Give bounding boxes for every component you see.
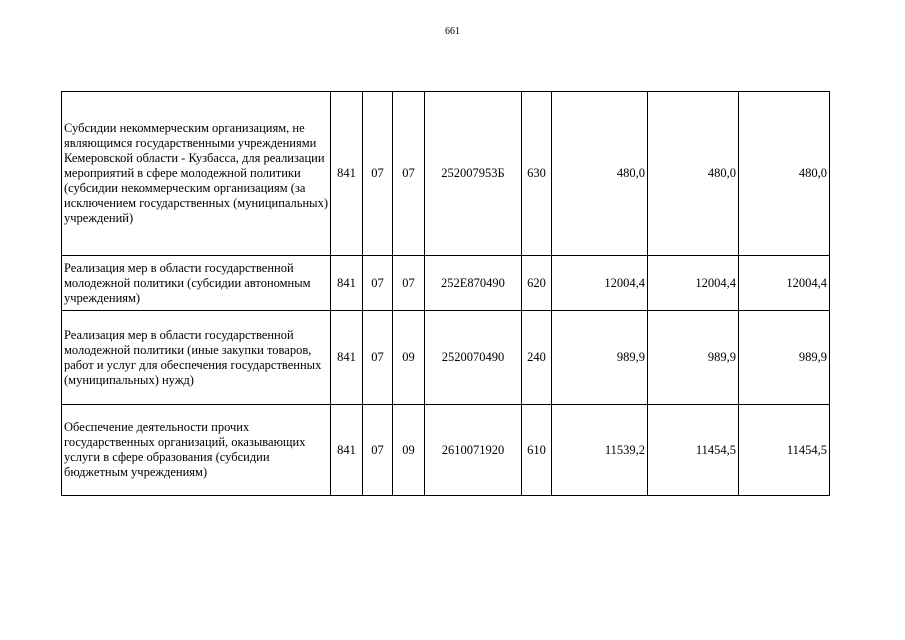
amount-year-3: 12004,4 (739, 256, 830, 311)
amount-year-3: 989,9 (739, 311, 830, 405)
amount-year-2: 989,9 (648, 311, 739, 405)
ministry-code: 841 (331, 92, 363, 256)
table-row (62, 92, 830, 256)
subsection-code: 09 (393, 405, 425, 496)
target-article-code: 2520070490 (425, 311, 522, 405)
ministry-code: 841 (331, 256, 363, 311)
amount-year-2: 480,0 (648, 92, 739, 256)
section-code: 07 (363, 92, 393, 256)
ministry-code: 841 (331, 405, 363, 496)
ministry-code: 841 (331, 311, 363, 405)
amount-year-1: 11539,2 (552, 405, 648, 496)
section-code: 07 (363, 311, 393, 405)
target-article-code: 2610071920 (425, 405, 522, 496)
table-row (62, 256, 830, 311)
amount-year-1: 480,0 (552, 92, 648, 256)
subsection-code: 07 (393, 92, 425, 256)
table-row (62, 311, 830, 405)
expense-type-code: 610 (522, 405, 552, 496)
subsection-code: 07 (393, 256, 425, 311)
subsection-code: 09 (393, 311, 425, 405)
amount-year-1: 12004,4 (552, 256, 648, 311)
row-description: Реализация мер в области государственной молодежной политики (иные закупки товаров, работ и услуг для обеспечения государственных (муниципальных) нужд) (62, 311, 331, 405)
amount-year-1: 989,9 (552, 311, 648, 405)
row-description: Субсидии некоммерческим организациям, не являющимся государственными учреждениями Кемеровской области - Кузбасса, для реализации мероприятий в сфере молодежной политики (субсидии некоммерческим организациям (за исключением государственных (муниципальных) учреждений) (62, 92, 331, 256)
amount-year-3: 11454,5 (739, 405, 830, 496)
target-article-code: 252007953Б (425, 92, 522, 256)
target-article-code: 252E870490 (425, 256, 522, 311)
expense-type-code: 630 (522, 92, 552, 256)
row-description: Обеспечение деятельности прочих государственных организаций, оказывающих услуги в сфере образования (субсидии бюджетным учреждениям) (62, 405, 331, 496)
amount-year-3: 480,0 (739, 92, 830, 256)
section-code: 07 (363, 405, 393, 496)
row-description: Реализация мер в области государственной молодежной политики (субсидии автономным учреждениям) (62, 256, 331, 311)
budget-table (61, 91, 830, 496)
expense-type-code: 240 (522, 311, 552, 405)
expense-type-code: 620 (522, 256, 552, 311)
page-number: 661 (445, 26, 460, 37)
table-row (62, 405, 830, 496)
amount-year-2: 11454,5 (648, 405, 739, 496)
section-code: 07 (363, 256, 393, 311)
amount-year-2: 12004,4 (648, 256, 739, 311)
